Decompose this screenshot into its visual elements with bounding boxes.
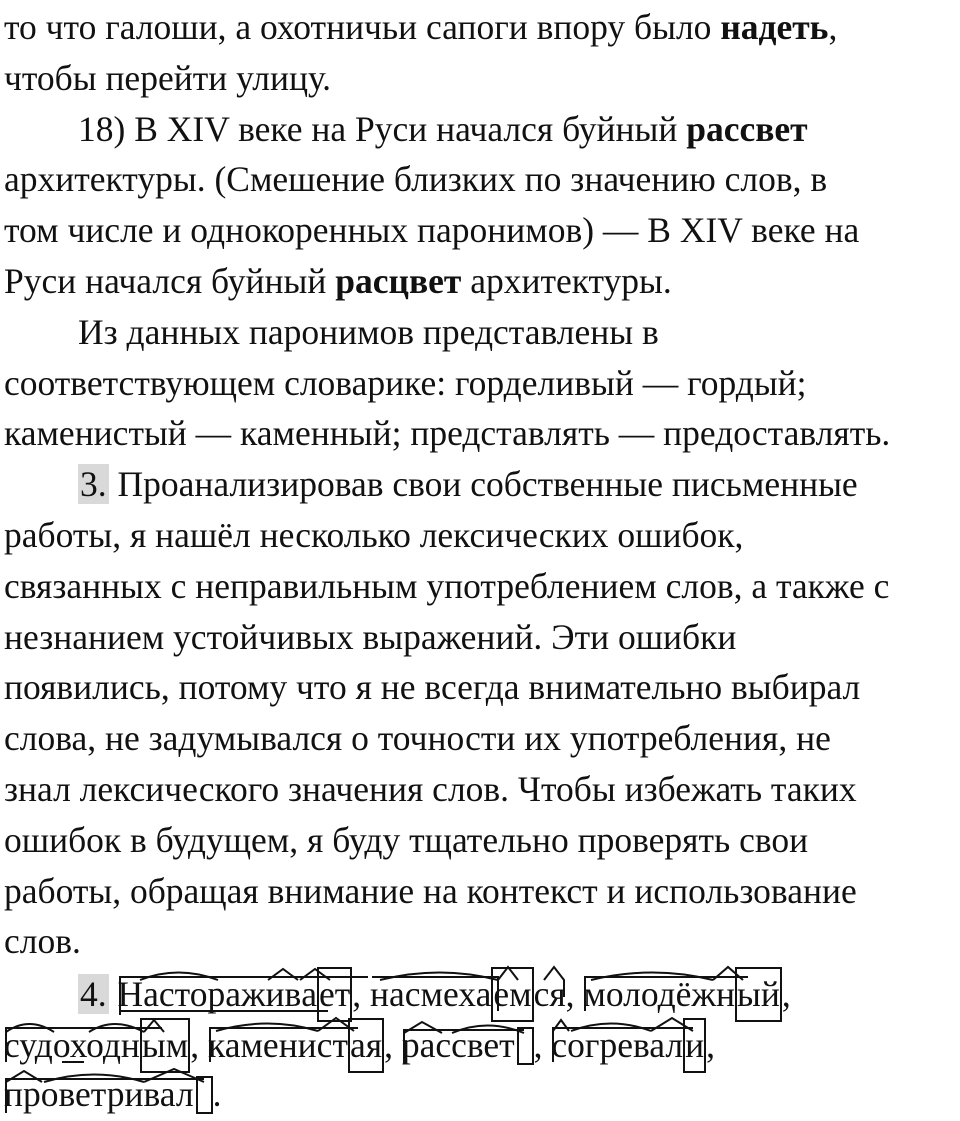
comma: ,: [384, 1024, 393, 1065]
parsed-word: [118, 967, 353, 1022]
text-line: [4, 459, 958, 510]
text-line: работы, обращая внимание на контекст и использование: [4, 870, 857, 911]
text-line: соответствующем словарике: горделивый — гордый;: [4, 362, 807, 403]
text-line: [4, 2, 958, 53]
comma: ,: [706, 1024, 715, 1065]
text-line: незнанием устойчивых выражений. Эти ошибки: [4, 616, 737, 657]
text-line: Из данных паронимов представлены в: [78, 311, 659, 352]
word-stem: каменист: [208, 1024, 348, 1065]
ending-box: ет: [317, 967, 352, 1022]
bold-word: расцвет: [335, 260, 462, 301]
postfix: ся: [533, 974, 566, 1015]
text-line: работы, я нашёл несколько лексических ошибок,: [4, 514, 744, 555]
zero-ending-box: [196, 1076, 213, 1114]
text-line: ошибок в будущем, я буду тщательно проверять свои: [4, 819, 809, 860]
parsed-word: [208, 1018, 384, 1073]
text-line: [4, 104, 958, 155]
text-line: появились, потому что я не всегда внимательно выбирал: [4, 667, 861, 708]
comma: ,: [781, 974, 791, 1015]
parsed-word: [4, 1018, 190, 1073]
parsed-word: [583, 967, 781, 1022]
text-line: связанных с неправильным употреблением слов, а также с: [4, 565, 890, 606]
parsed-word: [402, 1020, 534, 1071]
word-stem: рассвет: [401, 1024, 515, 1065]
text-line: архитектуры. (Смешение близких по значению слов, в: [4, 159, 828, 200]
text-fragment: то что галоши, а охотничьи сапоги впору было: [4, 7, 721, 47]
ending-box: ем: [491, 967, 533, 1022]
period: .: [212, 1073, 222, 1114]
text-line: слов.: [4, 921, 81, 962]
item-number: 3.: [80, 464, 107, 505]
text-line: [4, 967, 958, 1018]
zero-ending-box: [517, 1027, 534, 1065]
text-fragment: ,: [828, 7, 838, 47]
word-stem: молодёжн: [583, 974, 735, 1015]
text-fragment: 18) В XIV веке на Руси начался буйный: [78, 108, 687, 149]
text-line: [4, 256, 958, 307]
text-line: чтобы перейти улицу.: [4, 57, 332, 98]
comma: ,: [190, 1024, 200, 1065]
document-page: [4, 2, 958, 1120]
ending-box: ая: [348, 1018, 384, 1073]
word-stem: насмеха: [370, 974, 492, 1015]
text-fragment: Проанализировав свои собственные письменные: [108, 464, 858, 505]
parsed-word: [551, 1018, 706, 1073]
text-line: [4, 1069, 958, 1120]
word-stem: Настораживa: [117, 974, 317, 1015]
bold-word: рассвет: [686, 108, 808, 149]
ending-box: и: [683, 1018, 706, 1073]
text-line: слова, не задумывался о точности их употребления, не: [4, 718, 831, 759]
comma: ,: [565, 974, 575, 1015]
text-fragment: Руси начался буйный: [4, 260, 336, 301]
word-stem: судоходн: [4, 1024, 140, 1065]
comma: ,: [533, 1024, 543, 1065]
text-line: каменистый — каменный; представлять — предоставлять.: [4, 413, 891, 454]
comma: ,: [352, 974, 362, 1015]
text-line: знал лексического значения слов. Чтобы избежать таких: [4, 768, 857, 809]
text-line: том числе и однокоренных паронимов) — В XIV веке на: [4, 210, 860, 251]
item-number: 4.: [80, 974, 107, 1015]
parsed-word: [4, 1069, 213, 1120]
ending-box: ый: [735, 967, 782, 1022]
text-fragment: архитектуры.: [461, 260, 672, 301]
parsed-word: [370, 967, 566, 1022]
word-stem: согревал: [551, 1024, 684, 1065]
word-stem: проветривал: [4, 1073, 194, 1114]
bold-word: надеть: [720, 7, 829, 47]
ending-box: ым: [140, 1018, 190, 1073]
text-line: [4, 1018, 958, 1069]
